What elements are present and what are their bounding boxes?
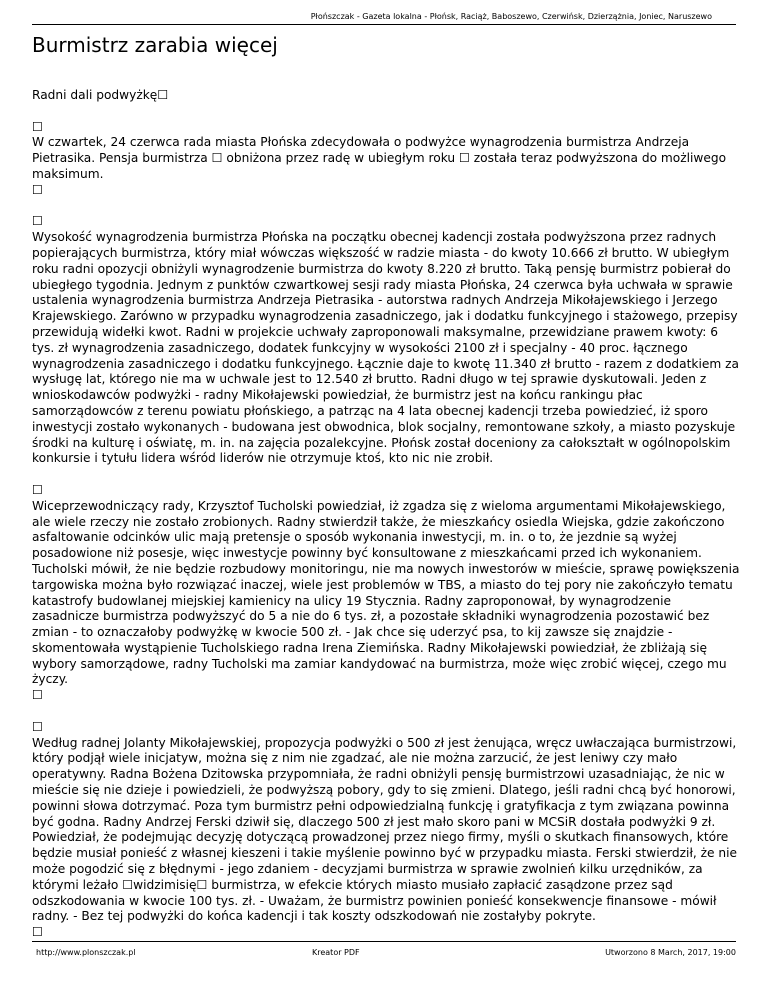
paragraph-text: Wysokość wynagrodzenia burmistrza Płońska na początku obecnej kadencji została podwyższona przez radnych popierających burmistrza, który miał wówczas większość w radzie miasta - do kwoty 10.666 zł brutto. W ubiegłym roku radni opozycji obniżyli wynagrodzenie burmistrza do kwoty 8.220 zł brutto. Taką pensję burmistrz pobierał do ubiegłego tygodnia. Jednym z punktów czwartkowej sesji rady miasta Płońska, 24 czerwca była uchwała w sprawie ustalenia wynagrodzenia burmistrza Andrzeja Pietrasika - autorstwa radnych Andrzeja Mikołajewskiego i Jerzego Krajewskiego. Zarówno w przypadku wynagrodzenia zasadniczego, jak i dodatku funkcyjnego i stażowego, przepisy przewidują widełki kwot. Radni w projekcie uchwały zaproponowali maksymalne, przewidziane prawem kwoty: 6 tys. zł wynagrodzenia zasadniczego, dodatek funkcyjny w wysokości 2100 zł i specjalny - 40 proc. łącznego wynagrodzenia zasadniczego i dodatku funkcyjnego. Łącznie daje to kwotę 11.340 zł brutto - razem z dodatkiem za wysługę lat, którego nie ma w uchwale jest to 12.540 zł brutto. Radni długo w tej sprawie dyskutowali. Jeden z wnioskodawców podwyżki - radny Mikołajewski powiedział, że burmistrz jest na końcu rankingu płac samorządowców z terenu powiatu płońskiego, a patrząc na 4 lata obecnej kadencji trzeba powiedzieć, iż sporo inwestycji zostało wykonanych - budowana jest obwodnica, blok socjalny, remontowane szkoły, a miasto pozyskuje środki na kulturę i oświatę, m. in. na zajęcia pozalekcyjne. Płońsk został doceniony za całokształt w ogólnopolskim konkursie i tytułu lidera wśród liderów nie otrzymuje ktoś, kto nic nie zrobił.	[32, 230, 739, 466]
placeholder-box-icon: ☐	[32, 119, 43, 134]
paragraph-2	[32, 214, 740, 467]
article-lead: Radni dali podwyżkę☐	[32, 88, 169, 102]
placeholder-box-icon: ☐	[32, 719, 43, 734]
footer-url[interactable]: http://www.plonszczak.pl	[36, 948, 136, 957]
paragraph-text: W czwartek, 24 czerwca rada miasta Płońska zdecydowała o podwyżce wynagrodzenia burmistrza Andrzeja Pietrasika. Pensja burmistrza ☐ obniżona przez radę w ubiegłym roku ☐ została teraz podwyższona do możliwego maksimum.	[32, 135, 727, 181]
paragraph-3	[32, 483, 740, 704]
footer-divider	[32, 941, 736, 942]
paragraph-4	[32, 720, 740, 941]
footer-created: Utworzono 8 March, 2017, 19:00	[605, 948, 736, 957]
placeholder-box-icon: ☐	[32, 182, 43, 197]
site-header: Płońszczak - Gazeta lokalna - Płońsk, Raciąż, Baboszewo, Czerwińsk, Dzierzążnia, Joniec, Naruszewo	[310, 12, 712, 21]
placeholder-box-icon: ☐	[157, 88, 169, 102]
article-body	[32, 88, 740, 957]
header-divider	[32, 24, 736, 25]
placeholder-box-icon: ☐	[32, 688, 43, 703]
paragraph-text: Według radnej Jolanty Mikołajewskiej, propozycja podwyżki o 500 zł jest żenująca, wręcz uwłaczająca burmistrzowi, który podjął wiele inicjatyw, można się z nim nie zgadzać, ale nie można zarzucić, że jest leniwy czy mało operatywny. Radna Bożena Dzitowska przypomniała, że radni obniżyli pensję burmistrzowi uzasadniając, że nic w mieście się nie dzieje i powiedzieli, że podwyższą pobory, gdy to się zmieni. Dlatego, jeśli radni chcą być honorowi, powinni słowa dotrzymać. Poza tym burmistrz pełni odpowiedzialną funkcję i gratyfikacja z tym związana powinna być godna. Radny Andrzej Ferski dziwił się, dlaczego 500 zł jest mało skoro pani w MCSiR dostała podwyżki 9 zł. Powiedział, że podejmując decyzję dotyczącą prowadzonej przez niego firmy, myśli o skutkach finansowych, które będzie musiał ponieść z własnej kieszeni i takie myślenie powinno być w przypadku miasta. Ferski stwierdził, że nie może pogodzić się z błędnymi - jego zdaniem - decyzjami burmistrza w sprawie zwolnień kilku urzędników, za którymi leżało ☐widzimisię☐ burmistrza, w efekcie których miasto musiało zapłacić zasądzone przez sąd odszkodowania w kwocie 100 tys. zł. - Uważam, że burmistrz powinien ponieść konsekwencje finansowe - mówił radny. - Bez tej podwyżki do końca kadencji i tak koszty odszkodowań nie zostałyby pokryte.	[32, 735, 738, 924]
placeholder-box-icon: ☐	[32, 925, 43, 940]
placeholder-box-icon: ☐	[32, 214, 43, 229]
placeholder-box-icon: ☐	[32, 482, 43, 497]
footer-generator: Kreator PDF	[312, 948, 360, 957]
paragraph-1	[32, 120, 740, 199]
article-title: Burmistrz zarabia więcej	[32, 33, 278, 57]
paragraph-text: Wiceprzewodniczący rady, Krzysztof Tucholski powiedział, iż zgadza się z wieloma argumentami Mikołajewskiego, ale wiele rzeczy nie zostało zrobionych. Radny stwierdził także, że mieszkańcy osiedla Wiejska, gdzie zakończono asfaltowanie odcinków ulic mają pretensje o sposób wykonania inwestycji, m. in. o to, że jezdnie są wyżej posadowione niż posesje, więc inwestycje powinny być konsultowane z mieszkańcami przed ich wykonaniem. Tucholski mówił, że nie będzie rozbudowy monitoringu, nie ma nowych inwestorów w mieście, sprawę powiększenia targowiska można było rozwiązać inaczej, wiele jest problemów w TBS, a miasto do tej pory nie zakończyło tematu katastrofy budowlanej miejskiej kamienicy na ulicy 19 Stycznia. Radny zaproponował, by wynagrodzenie zasadnicze burmistrza podwyższyć do 5 a nie do 6 tys. zł, a pozostałe składniki wynagrodzenia pozostawić bez zmian - to oznaczałoby podwyżkę w kwocie 500 zł. - Jak chce się uderzyć psa, to kij zawsze się znajdzie - skomentowała wystąpienie Tucholskiego radna Irena Ziemińska. Radny Mikołajewski powiedział, że zbliżają się wybory samorządowe, radny Tucholski ma zamiar kandydować na burmistrza, może więc zrobić więcej, czego mu życzy.	[32, 498, 740, 687]
